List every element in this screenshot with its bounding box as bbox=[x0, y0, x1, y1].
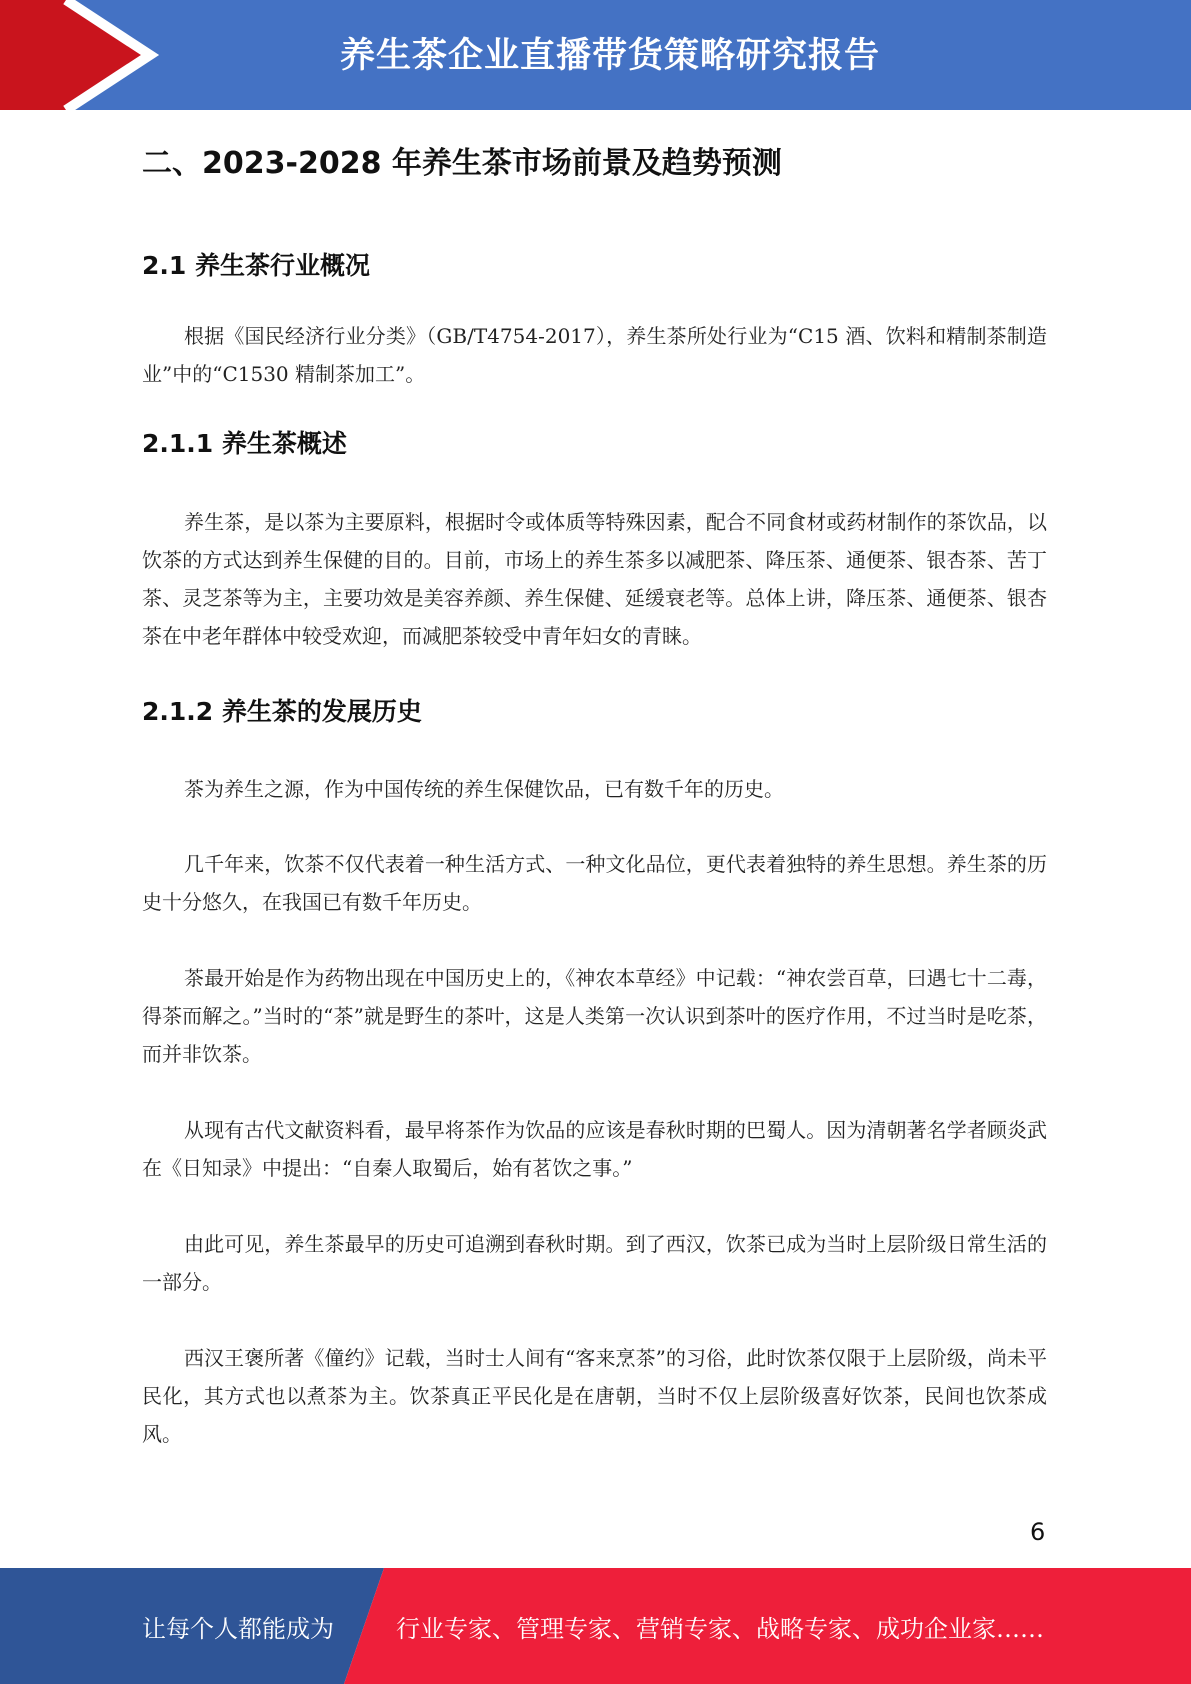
paragraph: 养生茶，是以茶为主要原料，根据时令或体质等特殊因素，配合不同食材或药材制作的茶饮品，以饮茶的方式达到养生保健的目的。目前，市场上的养生茶多以减肥茶、降压茶、通便茶、银杏茶、苦丁茶、灵芝茶等为主，主要功效是美容养颜、养生保健、延缓衰老等。总体上讲，降压茶、通便茶、银杏茶在中老年群体中较受欢迎，而减肥茶较受中青年妇女的青睐。 bbox=[142, 510, 1047, 648]
page-number: 6 bbox=[1030, 1518, 1046, 1546]
paragraph: 几千年来，饮茶不仅代表着一种生活方式、一种文化品位，更代表着独特的养生思想。养生茶的历史十分悠久，在我国已有数千年历史。 bbox=[142, 852, 1047, 914]
paragraph: 茶最开始是作为药物出现在中国历史上的，《神农本草经》中记载：“神农尝百草，曰遇七十二毒，得茶而解之。”当时的“茶”就是野生的茶叶，这是人类第一次认识到茶叶的医疗作用，不过当时是吃茶，而并非饮茶。 bbox=[142, 966, 1047, 1066]
subsection-heading-2-1: 2.1 养生茶行业概况 bbox=[142, 251, 370, 280]
paragraph: 由此可见，养生茶最早的历史可追溯到春秋时期。到了西汉，饮茶已成为当时上层阶级日常生活的一部分。 bbox=[142, 1232, 1047, 1294]
footer-banner bbox=[0, 1568, 1191, 1684]
paragraph: 西汉王褒所著《僮约》记载，当时士人间有“客来烹茶”的习俗，此时饮茶仅限于上层阶级，尚未平民化，其方式也以煮茶为主。饮茶真正平民化是在唐朝，当时不仅上层阶级喜好饮茶，民间也饮茶成风。 bbox=[142, 1346, 1047, 1446]
subsection-heading-2-1-1: 2.1.1 养生茶概述 bbox=[142, 429, 347, 458]
footer-slogan-right: 行业专家、管理专家、营销专家、战略专家、成功企业家…… bbox=[396, 1614, 1044, 1643]
footer-slogan-left: 让每个人都能成为 bbox=[142, 1614, 334, 1643]
paragraph: 茶为养生之源，作为中国传统的养生保健饮品，已有数千年的历史。 bbox=[184, 777, 784, 801]
subsection-heading-2-1-2: 2.1.2 养生茶的发展历史 bbox=[142, 697, 422, 726]
paragraph: 从现有古代文献资料看，最早将茶作为饮品的应该是春秋时期的巴蜀人。因为清朝著名学者顾炎武在《日知录》中提出：“自秦人取蜀后，始有茗饮之事。” bbox=[142, 1118, 1047, 1180]
header-banner bbox=[0, 0, 1191, 110]
paragraph: 根据《国民经济行业分类》（GB/T4754-2017），养生茶所处行业为“C15 酒、饮料和精制茶制造业”中的“C1530 精制茶加工”。 bbox=[142, 324, 1047, 386]
section-heading: 二、2023-2028 年养生茶市场前景及趋势预测 bbox=[142, 146, 782, 181]
header-title: 养生茶企业直播带货策略研究报告 bbox=[339, 36, 880, 76]
